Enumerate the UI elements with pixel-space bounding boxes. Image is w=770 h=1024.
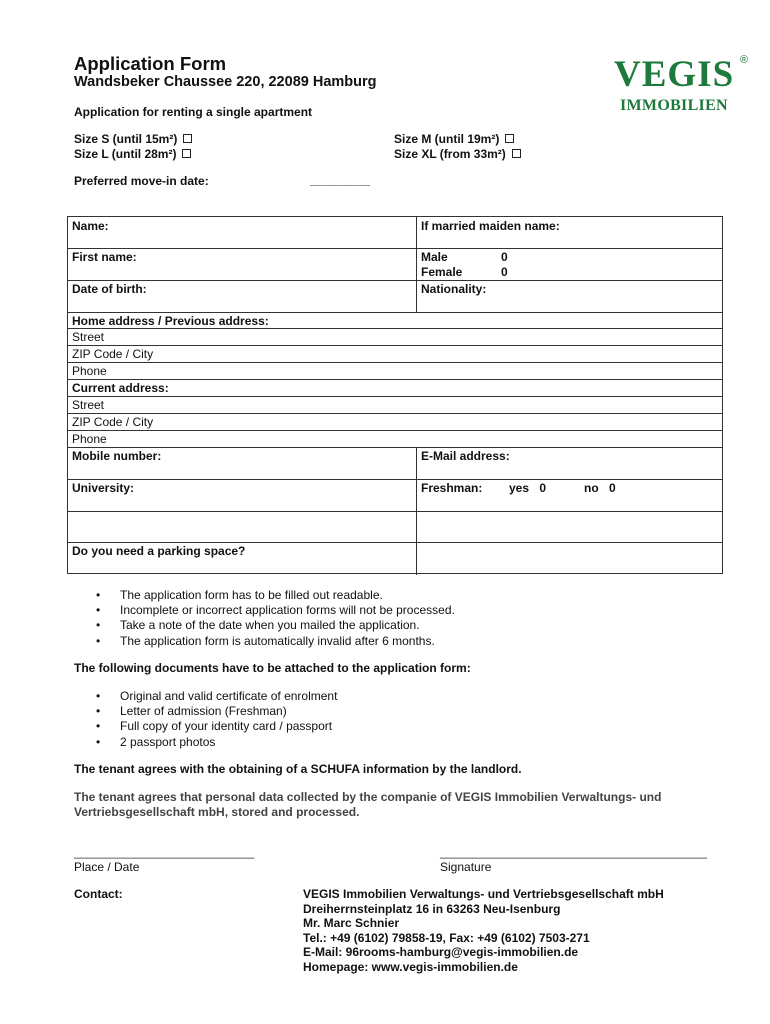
- contact-block: [303, 887, 664, 974]
- page-title: Application Form: [74, 53, 227, 74]
- place-date-label: Place / Date: [74, 860, 140, 874]
- male-label: Male: [421, 250, 448, 264]
- freshman-no-option[interactable]: [584, 481, 616, 495]
- name-field[interactable]: Name:: [72, 219, 109, 233]
- current-street-field[interactable]: Street: [72, 398, 105, 412]
- no-radio[interactable]: 0: [609, 481, 616, 495]
- home-phone-field[interactable]: Phone: [72, 364, 107, 378]
- list-item: • Incomplete or incorrect application forms will not be processed.: [74, 603, 714, 618]
- applicant-form-table: [67, 216, 723, 574]
- male-radio[interactable]: 0: [501, 250, 508, 264]
- form-subtitle: Application for renting a single apartment: [74, 105, 313, 119]
- nationality-field[interactable]: Nationality:: [421, 282, 487, 296]
- email-address-field[interactable]: E-Mail address:: [421, 449, 510, 463]
- vegis-logo: [614, 56, 748, 118]
- move-in-label: Preferred move-in date:: [74, 174, 209, 188]
- yes-label: yes: [509, 481, 530, 495]
- size-l-option[interactable]: [74, 147, 191, 161]
- list-item: • 2 passport photos: [74, 735, 714, 750]
- list-item: • Take a note of the date when you mailed the application.: [74, 618, 714, 633]
- contact-homepage[interactable]: Homepage: www.vegis-immobilien.de: [303, 959, 518, 974]
- size-xl-label: Size XL (from 33m²): [394, 147, 506, 161]
- gender-female-option[interactable]: [421, 265, 508, 279]
- date-of-birth-field[interactable]: Date of birth:: [72, 282, 147, 296]
- logo-wordmark: VEGIS: [614, 54, 735, 95]
- logo-subtitle: IMMOBILIEN: [620, 97, 728, 114]
- home-street-field[interactable]: Street: [72, 330, 105, 344]
- place-date-line[interactable]: ___________________________: [74, 845, 255, 859]
- list-item: • Full copy of your identity card / passport: [74, 719, 714, 734]
- privacy-statement: The tenant agrees that personal data collected by the companie of VEGIS Immobilien Verwaltungs- und Vertriebsgesellschaft mbH, stored and processed.: [74, 790, 662, 819]
- home-address-heading: Home address / Previous address:: [72, 314, 269, 328]
- size-s-label: Size S (until 15m²): [74, 132, 178, 146]
- size-s-checkbox[interactable]: [183, 134, 192, 143]
- university-extra-field[interactable]: [72, 513, 412, 541]
- freshman-extra-field[interactable]: [421, 513, 721, 541]
- size-l-checkbox[interactable]: [182, 149, 191, 158]
- first-name-field[interactable]: First name:: [72, 250, 137, 264]
- mobile-number-field[interactable]: Mobile number:: [72, 449, 162, 463]
- contact-label: Contact:: [74, 887, 123, 901]
- instructions-list: [74, 588, 714, 649]
- list-item: • The application form is automatically invalid after 6 months.: [74, 634, 714, 649]
- size-xl-option[interactable]: [394, 147, 521, 161]
- current-zip-city-field[interactable]: ZIP Code / City: [72, 415, 154, 429]
- female-label: Female: [421, 265, 463, 279]
- contact-company: VEGIS Immobilien Verwaltungs- und Vertriebsgesellschaft mbH: [303, 887, 664, 901]
- yes-radio[interactable]: 0: [539, 481, 547, 495]
- registered-mark: ®: [739, 54, 748, 66]
- size-m-label: Size M (until 19m²): [394, 132, 500, 146]
- size-xl-checkbox[interactable]: [512, 149, 521, 158]
- signature-line[interactable]: ________________________________________: [440, 845, 707, 859]
- list-item: • Letter of admission (Freshman): [74, 704, 714, 719]
- university-field[interactable]: University:: [72, 481, 135, 495]
- documents-list: [74, 689, 714, 750]
- office-address: Wandsbeker Chaussee 220, 22089 Hamburg: [74, 74, 377, 90]
- size-l-label: Size L (until 28m²): [74, 147, 177, 161]
- gender-male-option[interactable]: [421, 250, 508, 264]
- contact-phone: Tel.: +49 (6102) 79858-19, Fax: +49 (6102) 7503-271: [303, 930, 590, 945]
- no-label: no: [584, 481, 599, 495]
- female-radio[interactable]: 0: [501, 265, 508, 279]
- contact-person: Mr. Marc Schnier: [303, 916, 400, 930]
- list-item: • The application form has to be filled out readable.: [74, 588, 714, 603]
- size-m-checkbox[interactable]: [505, 134, 514, 143]
- schufa-statement: The tenant agrees with the obtaining of a SCHUFA information by the landlord.: [74, 762, 522, 776]
- home-zip-city-field[interactable]: ZIP Code / City: [72, 347, 154, 361]
- size-m-option[interactable]: [394, 132, 514, 146]
- move-in-date-field[interactable]: _________: [310, 173, 371, 187]
- signature-label: Signature: [440, 860, 492, 874]
- current-address-heading: Current address:: [72, 381, 169, 395]
- current-phone-field[interactable]: Phone: [72, 432, 107, 446]
- documents-heading: The following documents have to be attached to the application form:: [74, 661, 471, 675]
- parking-space-answer[interactable]: [421, 544, 721, 572]
- contact-email[interactable]: E-Mail: 96rooms-hamburg@vegis-immobilien.de: [303, 945, 579, 959]
- freshman-label: Freshman:: [421, 481, 483, 495]
- size-s-option[interactable]: [74, 132, 192, 146]
- parking-space-question[interactable]: Do you need a parking space?: [72, 544, 246, 558]
- list-item: • Original and valid certificate of enrolment: [74, 689, 714, 704]
- contact-street: Dreiherrnsteinplatz 16 in 63263 Neu-Isenburg: [303, 901, 561, 916]
- maiden-name-field[interactable]: If married maiden name:: [421, 219, 560, 233]
- freshman-yes-option[interactable]: [509, 481, 546, 495]
